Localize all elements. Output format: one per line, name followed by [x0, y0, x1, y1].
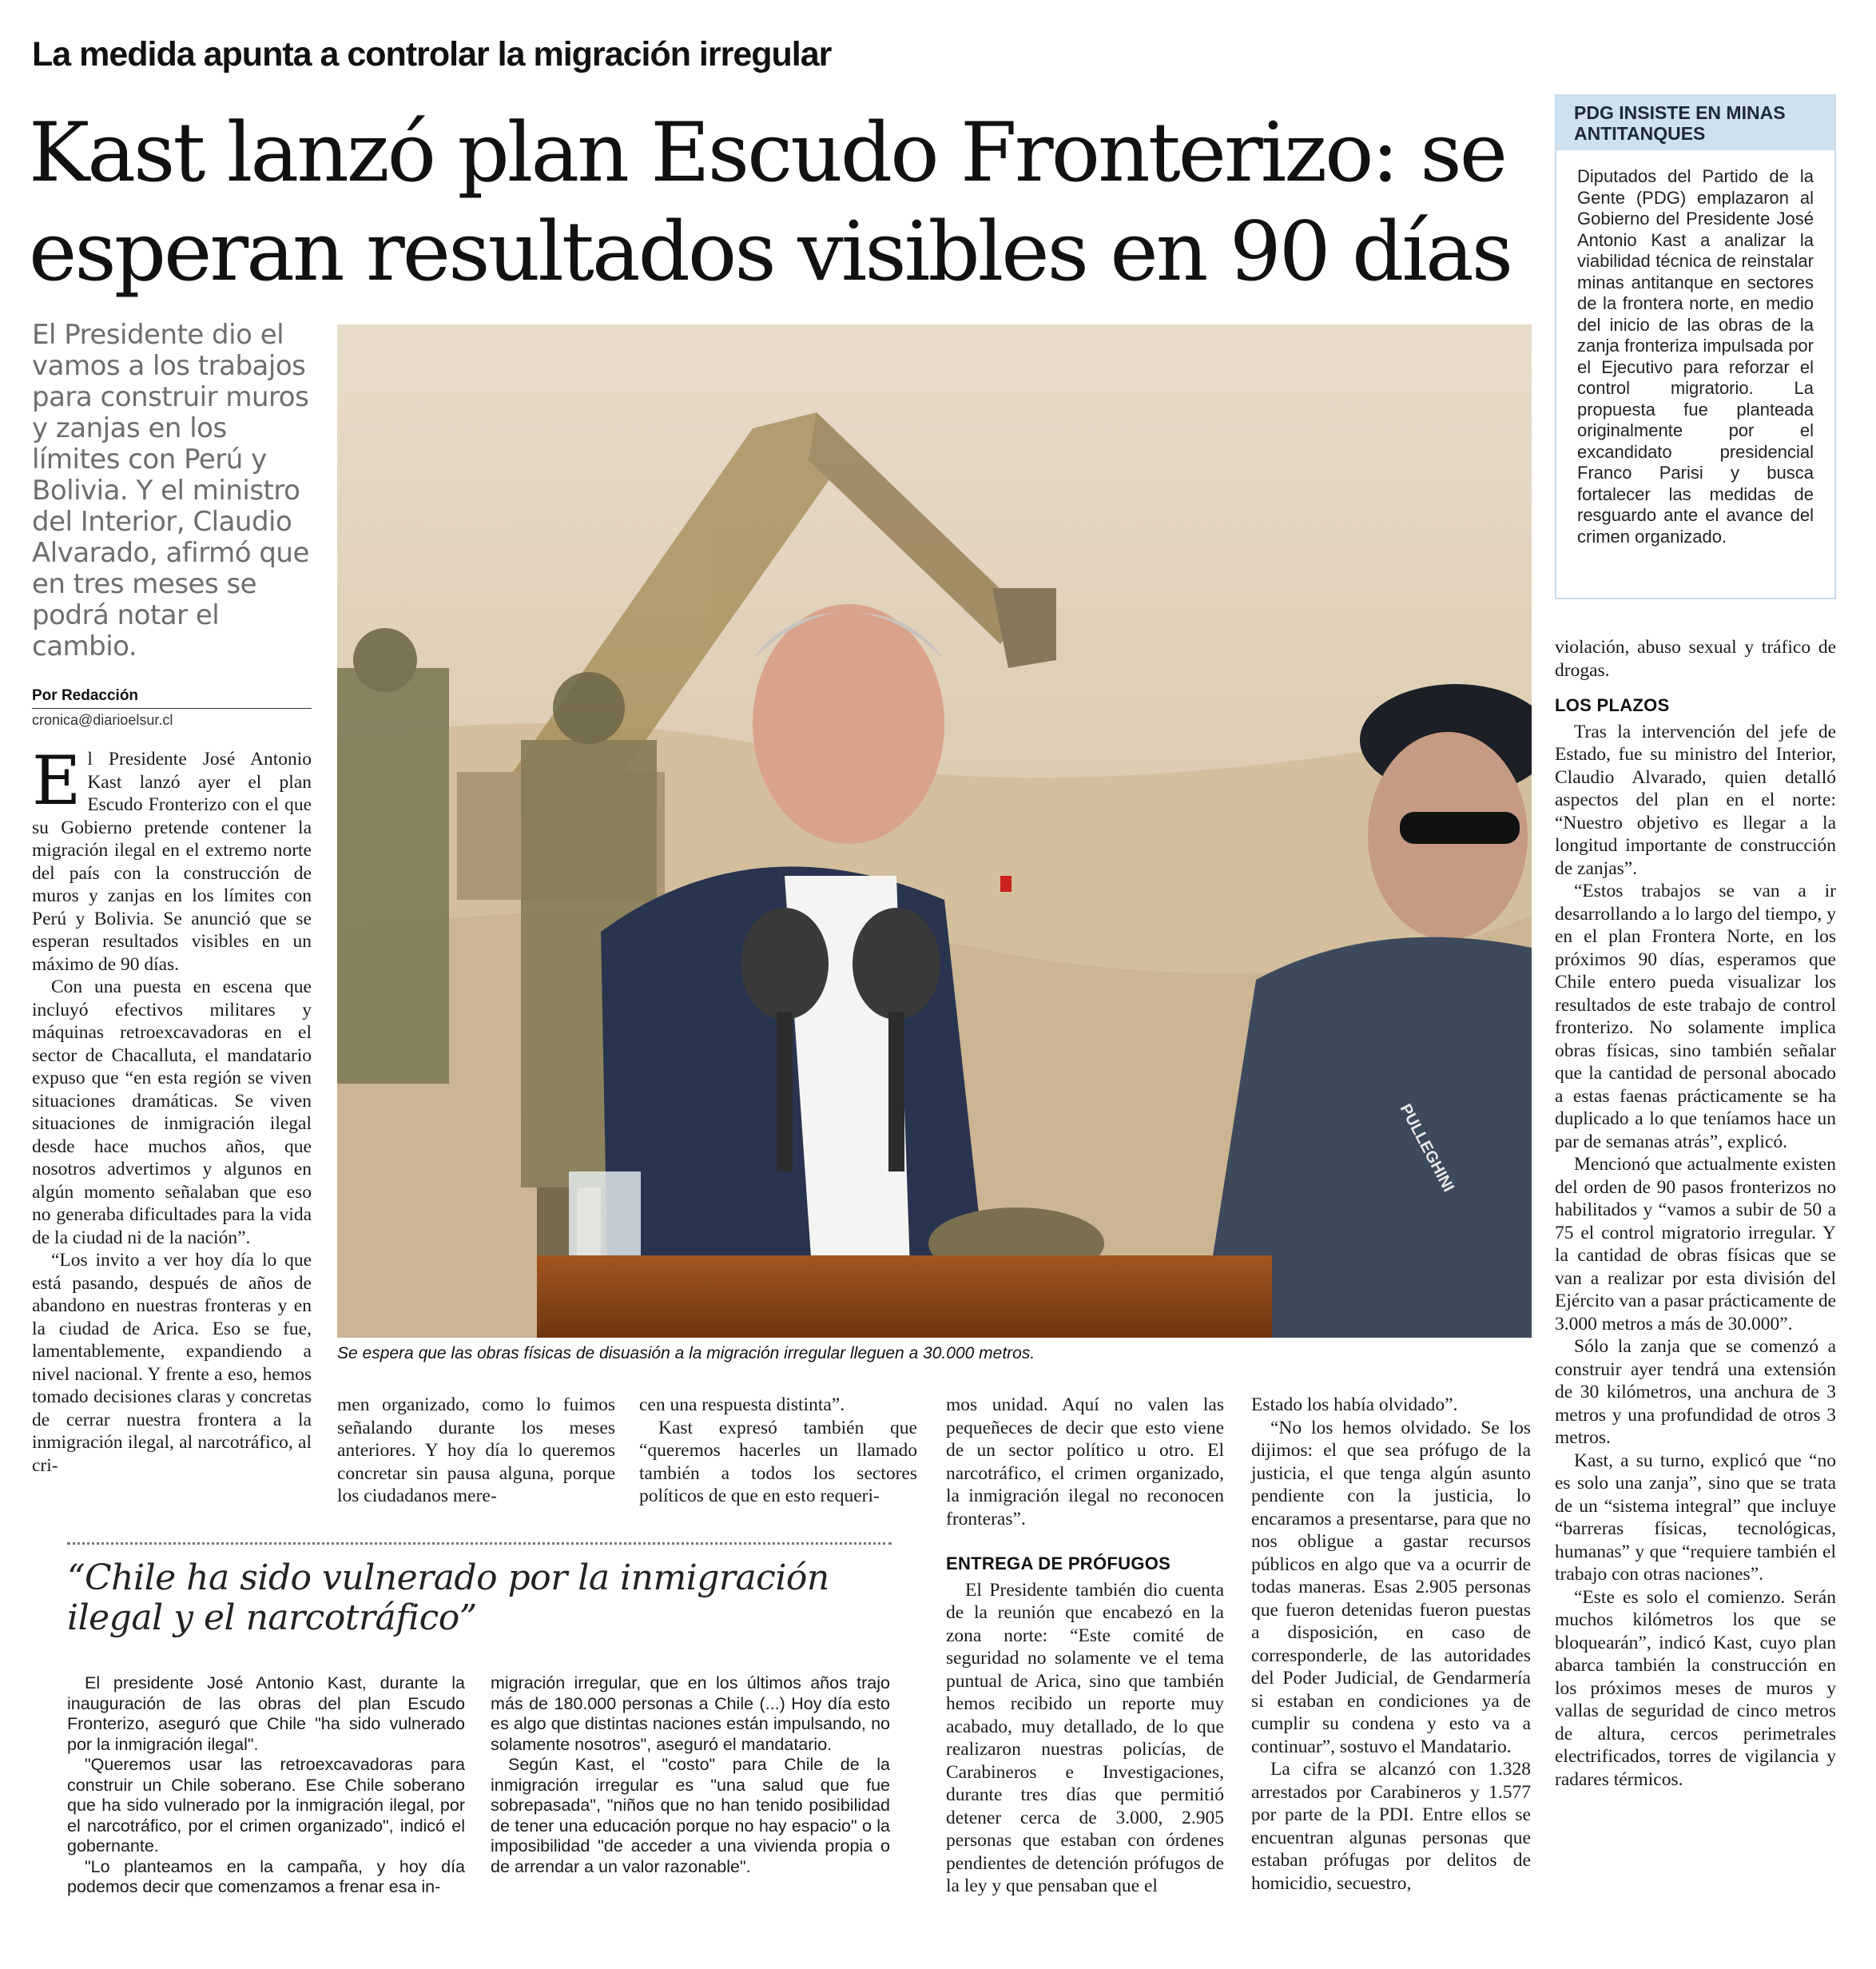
section-divider	[67, 1542, 892, 1545]
dropcap: E	[32, 742, 81, 820]
article-column-4	[946, 1394, 1224, 1898]
article-paragraph: cen una respuesta distinta”.	[639, 1394, 845, 1415]
byline-name: Por Redacción	[32, 687, 139, 704]
article-paragraph: Estado los había olvidado”.	[1251, 1394, 1458, 1415]
article-column-1	[32, 742, 312, 1477]
article-paragraph: Kast expresó también que “queremos hacerles un llamado también a todos los sectores políticos de que en esto requeri-	[639, 1417, 917, 1506]
article-column-6	[1555, 636, 1836, 1791]
secondary-column-2	[491, 1673, 890, 1877]
secondary-column-1	[67, 1673, 465, 1898]
subhead-entrega: ENTREGA DE PRÓFUGOS	[946, 1553, 1171, 1573]
sidebar-body: Diputados del Partido de la Gente (PDG) emplazaron al Gobierno del Presidente José Antonio Kast a analizar la viabilidad técnica de reinstalar minas antitanque en sectores de la frontera norte, en medio del inicio de las obras de la zanja fronteriza impulsada por el Ejecutivo para reforzar el control migratorio. La propuesta fue planteada originalmente por el excandidato presidencial Franco Parisi y busca fortalecer las medidas de resguardo ante el avance del crimen organizado.	[1577, 166, 1814, 547]
article-paragraph: Kast, a su turno, explicó que “no es solo una zanja”, sino que se trata de un “sistema integral” que incluye “barreras físicas, tecnológicas, humanas” y que “requiere también el trabajo con otras naciones”.	[1555, 1450, 1836, 1585]
article-paragraph: El Presidente también dio cuenta de la reunión que encabezó en la zona norte: “Este comité de seguridad no solamente ve el tema puntual de Arica, sino que también hemos recibido un reporte muy acabado, muy detallado, de lo que realizaron nuestras policías, de Carabineros e Investigaciones, durante tres días que permitió detener cerca de 3.000, 2.905 personas que estaban con órdenes pendientes de detención prófugos de la ley y que pensaban que el	[946, 1579, 1224, 1896]
secondary-paragraph: "Queremos usar las retroexcavadoras para construir un Chile soberano. Ese Chile soberano que ha sido vulnerado por la inmigración ilegal, por el narcotráfico, por el crimen organizado", indicó el gobernante.	[67, 1755, 465, 1856]
byline-email: cronica@diarioelsur.cl	[32, 712, 173, 728]
article-paragraph: Sólo la zanja que se comenzó a construir ayer tendrá una extensión de 30 kilómetros, una anchura de 3 metros y una profundidad de otros 3 metros.	[1555, 1336, 1836, 1448]
photo-caption: Se espera que las obras físicas de disuasión a la migración irregular lleguen a 30.000 metros.	[337, 1344, 1035, 1362]
main-photo	[337, 324, 1532, 1338]
sidebar-box	[1555, 94, 1836, 599]
article-paragraph: mos unidad. Aquí no valen las pequeñeces de decir que esto viene de un sector político u otro. El narcotráfico, el crimen organizado, la inmigración ilegal no reconocen fronteras”.	[946, 1394, 1224, 1529]
article-column-5	[1251, 1394, 1531, 1895]
secondary-paragraph: migración irregular, que en los últimos años trajo más de 180.000 personas a Chile (...) Hoy día esto es algo que distintas naciones están impulsando, no solamente nosotros", aseguró el mandatario.	[491, 1673, 890, 1754]
article-paragraph: “No los hemos olvidado. Se los dijimos: el que sea prófugo de la justicia, el que tenga algún asunto pendiente con la justicia, lo encaramos a presentarse, para que no nos obligue a gastar recursos públicos en algo que va a ocurrir de todas maneras. Esas 2.905 personas que fueron detenidas fueron puestas a disposición, en caso de corresponderle, de las autoridades del Poder Judicial, de Gendarmería si estaban en condiciones ya de cumplir su condena y esto va a continuar”, sostuvo el Mandatario.	[1251, 1417, 1531, 1757]
article-paragraph: men organizado, como lo fuimos señalando durante los meses anteriores. Y hoy día lo queremos concretar sin pausa alguna, porque los ciudadanos mere-	[337, 1394, 615, 1506]
article-paragraph: l Presidente José Antonio Kast lanzó ayer el plan Escudo Fronterizo con el que su Gobierno pretende contener la migración ilegal en el extremo norte del país con la construcción de muros y zanjas en los límites con Perú y Bolivia. Se anunció que se esperan resultados visibles en un máximo de 90 días.	[32, 749, 312, 975]
secondary-paragraph: El presidente José Antonio Kast, durante la inauguración de las obras del plan Escudo Fronterizo, aseguró que Chile "ha sido vulnerado por la inmigración ilegal".	[67, 1673, 465, 1754]
article-paragraph: violación, abuso sexual y tráfico de drogas.	[1555, 637, 1836, 681]
article-paragraph: Con una puesta en escena que incluyó efectivos militares y máquinas retroexcavadoras en el sector de Chacalluta, el mandatario expuso que “en esta región se viven situaciones dramáticas. Se viven situaciones de inmigración ilegal desde hace muchos años, que nosotros advertimos y algunos en algún momento señalaban que eso no generaba dificultades para la vida de la ciudad ni de la nación”.	[32, 977, 312, 1248]
headline-line-1: Kast lanzó plan Escudo Fronterizo: se	[29, 105, 1506, 201]
article-column-2	[337, 1394, 615, 1508]
lede: El Presidente dio el vamos a los trabajos para construir muros y zanjas en los límites con Perú y Bolivia. Y el ministro del Interior, Claudio Alvarado, afirmó que en tres meses se podrá notar el cambio.	[32, 319, 309, 662]
article-paragraph: La cifra se alcanzó con 1.328 arrestados por Carabineros y 1.577 por parte de la PDI. Entre ellos se encuentran algunas personas que estaban prófugas por delitos de homicidio, secuestro,	[1251, 1759, 1531, 1894]
secondary-paragraph: Según Kast, el "costo" para Chile de la inmigración irregular es "una salud que fue sobrepasada", "niños que no han tenido posibilidad de tener una educación porque no hay espacio" o la imposibilidad "de acceder a una vivienda propia o de arrendar a un valor razonable".	[491, 1755, 890, 1876]
article-paragraph: “Estos trabajos se van a ir desarrollando a lo largo del tiempo, y en el plan Frontera Norte, en los próximos 90 días, esperamos que Chile entero pueda visualizar los resultados de este trabajo de control fronterizo. No solamente implica obras físicas, sino también señalar que la cantidad de personal abocado a estas faenas prácticamente se ha duplicado a lo que teníamos hace un par de semanas atrás”, explicó.	[1555, 881, 1836, 1152]
subhead-plazos: LOS PLAZOS	[1555, 695, 1670, 715]
article-paragraph: “Este es solo el comienzo. Serán muchos kilómetros los que se bloquearán”, indicó Kast, cuyo plan abarca también la construcción en los próximos meses de muros y vallas de seguridad de cinco metros de altura, cercos perimetrales electrificados, torres de vigilancia y radares térmicos.	[1555, 1586, 1836, 1790]
headline-line-2: esperan resultados visibles en 90 días	[29, 205, 1512, 300]
secondary-paragraph: "Lo planteamos en la campaña, y hoy día podemos decir que comenzamos a frenar esa in-	[67, 1856, 465, 1896]
uniform-name-tag: PULLEGHINI	[1396, 1101, 1457, 1195]
article-column-3	[639, 1394, 917, 1508]
article-paragraph: “Los invito a ver hoy día lo que está pasando, después de años de abandono en nuestras fronteras y en la ciudad de Arica. Eso se fue, lamentablemente, expandiendo a nivel nacional. Y frente a eso, hemos tomado decisiones claras y concretas de cerrar nuestra frontera a la inmigración ilegal, al narcotráfico, al cri-	[32, 1250, 312, 1476]
kicker: La medida apunta a controlar la migración irregular	[32, 35, 832, 74]
article-paragraph: Tras la intervención del jefe de Estado, fue su ministro del Interior, Claudio Alvarado, quien detalló aspectos del plan en el norte: “Nuestro objetivo es llegar a la longitud importante de construcción de zanjas”.	[1555, 721, 1836, 879]
byline-rule	[32, 708, 312, 709]
sidebar-title: PDG INSISTE EN MINAS ANTITANQUES	[1556, 96, 1834, 150]
article-paragraph: Mencionó que actualmente existen del orden de 90 pasos fronterizos no habilitados y “vamos a subir de 50 a 75 el control migratorio irregular. Y la cantidad de obras físicas que se van a realizar por esta división del Ejército van a pasar prácticamente de 3.000 metros a más de 30.000”.	[1555, 1154, 1836, 1335]
byline	[32, 687, 312, 729]
headline	[29, 104, 1547, 302]
pull-quote: “Chile ha sido vulnerado por la inmigración ilegal y el narcotráfico”	[67, 1557, 829, 1638]
